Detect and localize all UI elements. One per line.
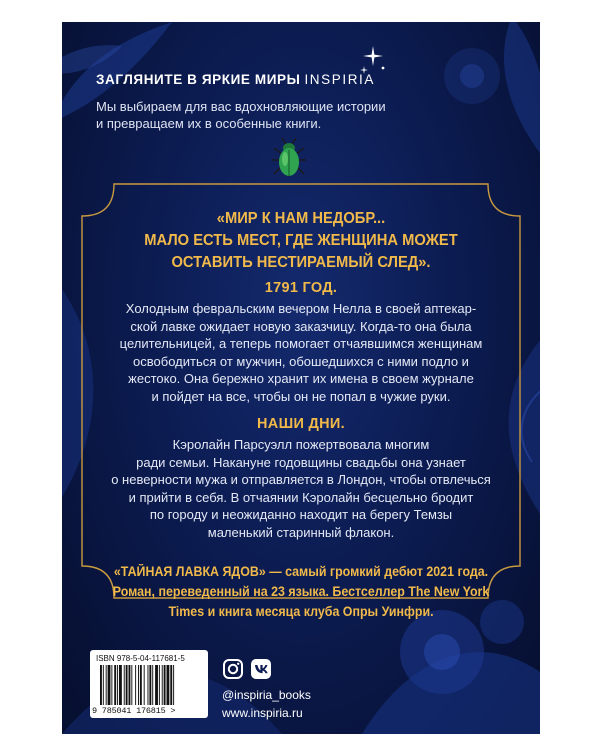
paragraph-line: и прийти в себя. В отчаянии Кэролайн бесцельно бродит [128, 489, 474, 505]
promo-blurb [109, 562, 494, 622]
section-title-present: НАШИ ДНИ. [257, 416, 345, 432]
green-beetle-icon [266, 136, 312, 182]
paragraph-line: целительницей, а теперь помогает отчаявшимся женщинам [119, 336, 483, 352]
section-text-1791 [102, 300, 500, 406]
sparkle-stars-icon [358, 44, 388, 74]
intro-line: Мы выбираем для вас вдохновляющие истории [96, 99, 386, 114]
paragraph-line: ской лавке ожидает новую заказчицу. Когда-то она была [130, 318, 472, 334]
instagram-handle[interactable]: @inspiria_books [222, 688, 311, 702]
paragraph-line: ради семьи. Накануне годовщины свадьбы она узнает [136, 454, 466, 470]
epigraph-quote [114, 208, 488, 274]
book-back-cover [62, 22, 540, 734]
paragraph-line: о неверности мужа и отправляется в Лондон, чтобы отвлечься [111, 472, 491, 488]
imprint-intro [96, 98, 496, 132]
paragraph-line: по городу и неожиданно находит на берегу Темзы [149, 507, 453, 523]
promo-line: «ТАЙНАЯ ЛАВКА ЯДОВ» — самый громкий дебют 2021 года. [113, 564, 489, 579]
promo-line: Роман, переведенный на 23 языка. Бестселлер The New York [112, 584, 490, 599]
quote-line: ОСТАВИТЬ НЕСТИРАЕМЫЙ СЛЕД». [171, 254, 431, 271]
isbn-number: ISBN 978-5-04-117681-5 [96, 654, 185, 663]
botanical-decoration-top-right [422, 22, 540, 166]
section-title-1791: 1791 ГОД. [264, 280, 338, 296]
paragraph-line: маленький старинный флакон. [207, 524, 395, 540]
intro-line: и превращаем их в особенные книги. [96, 116, 322, 131]
section-text-present [102, 436, 500, 542]
quote-line: «МИР К НАМ НЕДОБР... [216, 210, 386, 227]
barcode-label [90, 650, 208, 718]
paragraph-line: и пойдет на все, чтобы он не попал в чужие руки. [151, 388, 451, 404]
barcode-digits: 9 785041 176815 > [92, 706, 176, 716]
promo-line: Times и книга месяца клуба Опры Уинфри. [168, 604, 434, 619]
paragraph-line: Кэролайн Парсуэлл пожертвовала многим [172, 437, 430, 452]
instagram-icon[interactable] [222, 658, 244, 680]
imprint-headline [96, 72, 375, 87]
publisher-brand: INSPIRIA [304, 72, 376, 87]
headline-text: ЗАГЛЯНИТЕ В ЯРКИЕ МИРЫ [96, 72, 301, 87]
paragraph-line: Холодным февральским вечером Нелла в своей аптекар- [125, 301, 477, 316]
barcode-bars [100, 665, 200, 705]
vk-icon[interactable] [250, 658, 272, 680]
quote-line: МАЛО ЕСТЬ МЕСТ, ГДЕ ЖЕНЩИНА МОЖЕТ [144, 232, 458, 249]
paragraph-line: освободиться от мужчин, обошедшихся с ними подло и [133, 353, 469, 369]
publisher-website[interactable]: www.inspiria.ru [222, 706, 303, 720]
paragraph-line: жестоко. Она бережно хранит их имена в своем журнале [128, 371, 474, 387]
